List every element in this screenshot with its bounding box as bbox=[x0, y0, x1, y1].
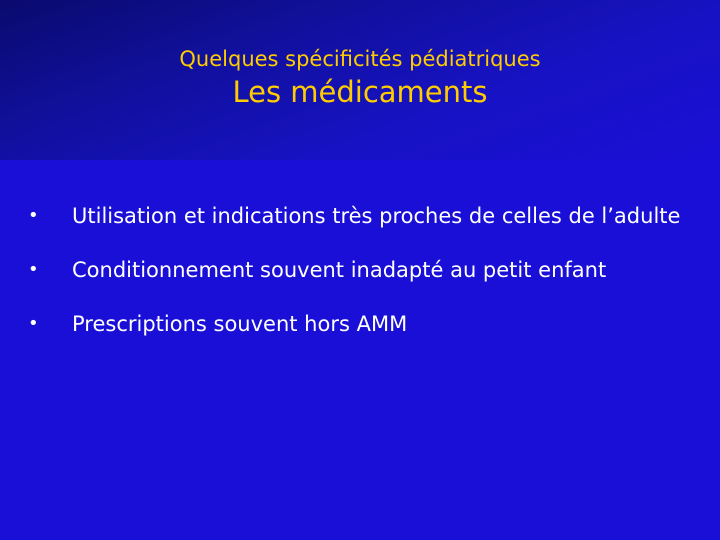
bullet-icon: • bbox=[28, 205, 39, 226]
slide-title: Les médicaments bbox=[232, 75, 488, 109]
bullet-item bbox=[28, 200, 698, 232]
bullet-icon: • bbox=[28, 259, 39, 280]
title-block bbox=[0, 45, 720, 111]
bullet-text: Utilisation et indications très proches de celles de l’adulte bbox=[72, 204, 681, 228]
bullet-icon: • bbox=[28, 313, 39, 334]
slide-subtitle: Quelques spécificités pédiatriques bbox=[179, 47, 541, 71]
bullet-item bbox=[28, 308, 698, 340]
bullet-text: Prescriptions souvent hors AMM bbox=[72, 312, 408, 336]
bullet-item bbox=[28, 254, 698, 286]
bullet-text: Conditionnement souvent inadapté au petit enfant bbox=[72, 258, 607, 282]
bullet-list bbox=[28, 200, 698, 362]
